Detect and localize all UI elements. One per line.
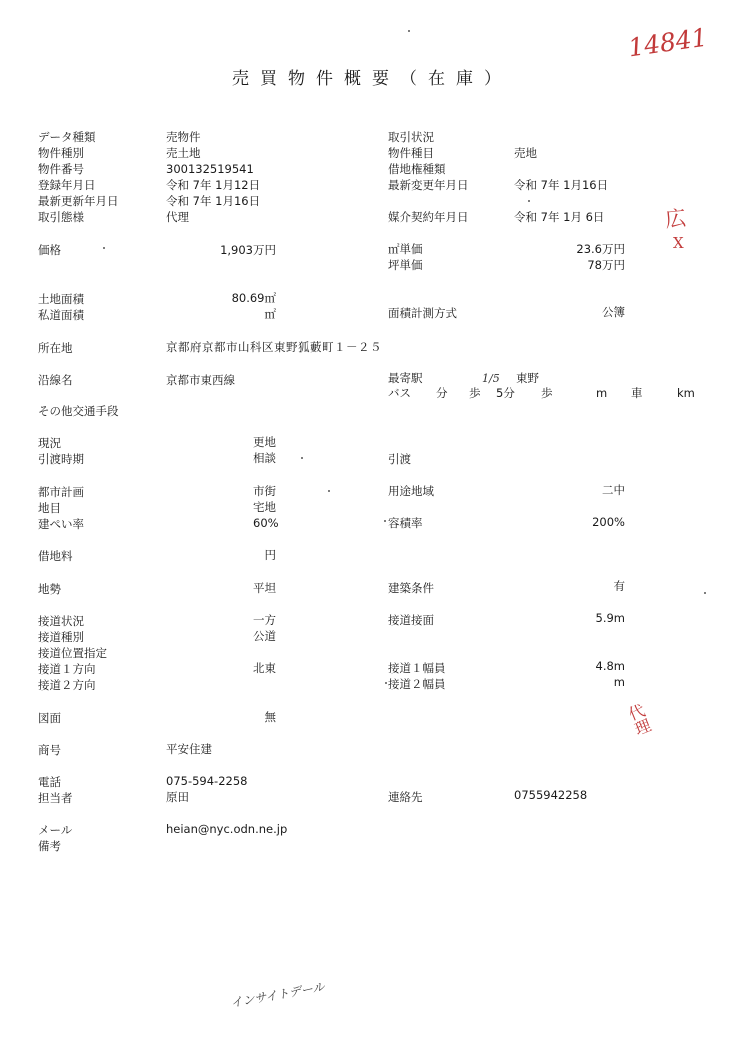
property-type-value: 売土地 bbox=[166, 146, 201, 160]
tsubo-price-value: 78万円 bbox=[587, 258, 625, 272]
handwritten-mark-right: 広 bbox=[663, 205, 688, 233]
scan-speck bbox=[103, 247, 105, 249]
station-label: 最寄駅 bbox=[388, 371, 423, 385]
road-width1-value: 4.8m bbox=[595, 659, 625, 673]
property-item-label: 物件種目 bbox=[388, 146, 434, 160]
mediation-date-value: 令和 7年 1月 6日 bbox=[514, 210, 605, 224]
company-name-value: 平安住建 bbox=[166, 742, 212, 756]
tsubo-price-label: 坪単価 bbox=[388, 258, 423, 272]
road-width2-label: 接道２幅員 bbox=[388, 677, 446, 691]
road-status-label: 接道状況 bbox=[38, 614, 84, 628]
property-type-label: 物件種別 bbox=[38, 146, 84, 160]
mail-value: heian@nyc.odn.ne.jp bbox=[166, 822, 288, 836]
drawing-label: 図面 bbox=[38, 711, 61, 725]
walk-value: 5分 bbox=[496, 386, 515, 400]
meter-unit: m bbox=[596, 386, 608, 400]
use-zone-label: 用途地域 bbox=[388, 484, 434, 498]
price-value: 1,903万円 bbox=[220, 243, 276, 257]
update-date-value: 令和 7年 1月16日 bbox=[166, 194, 261, 208]
station-value: 東野 bbox=[516, 371, 539, 385]
current-status-value: 更地 bbox=[253, 435, 276, 449]
drawing-value: 無 bbox=[264, 710, 276, 724]
land-category-label: 地目 bbox=[38, 501, 61, 515]
land-area-label: 土地面積 bbox=[38, 292, 84, 306]
handwritten-fraction-mark: 1/5 bbox=[482, 372, 500, 385]
bus-label: バス bbox=[388, 386, 411, 400]
walk-distance-label: 歩 bbox=[541, 386, 553, 400]
km-unit: km bbox=[677, 386, 695, 400]
car-label: 車 bbox=[631, 386, 643, 400]
phone-label: 電話 bbox=[38, 775, 61, 789]
road-dir1-label: 接道１方向 bbox=[38, 662, 96, 676]
road-type-value: 公道 bbox=[253, 629, 276, 643]
price-label: 価格 bbox=[38, 243, 61, 257]
scan-speck bbox=[301, 457, 303, 459]
handover-label: 引渡 bbox=[388, 452, 411, 466]
handwritten-bottom-note: インサイトデール bbox=[229, 979, 326, 1011]
area-method-label: 面積計測方式 bbox=[388, 306, 457, 320]
road-width1-label: 接道１幅員 bbox=[388, 661, 446, 675]
road-status-value: 一方 bbox=[253, 613, 276, 627]
location-value: 京都府京都市山科区東野狐藪町１－２５ bbox=[166, 340, 382, 354]
location-label: 所在地 bbox=[38, 341, 73, 355]
staff-label: 担当者 bbox=[38, 791, 73, 805]
city-plan-value: 市街 bbox=[253, 484, 276, 498]
terrain-label: 地勢 bbox=[38, 582, 61, 596]
leasehold-label: 借地権種類 bbox=[388, 162, 446, 176]
terrain-value: 平坦 bbox=[253, 581, 276, 595]
use-zone-value: 二中 bbox=[602, 483, 625, 497]
handwritten-number: 14841 bbox=[626, 22, 710, 63]
change-date-label: 最新変更年月日 bbox=[388, 178, 469, 192]
contact-value: 0755942258 bbox=[514, 788, 588, 802]
bcr-value: 60% bbox=[253, 516, 279, 530]
land-category-value: 宅地 bbox=[253, 500, 276, 514]
deal-status-label: 取引状況 bbox=[388, 130, 434, 144]
handover-time-value: 相談 bbox=[253, 451, 276, 465]
contact-label: 連絡先 bbox=[388, 790, 423, 804]
road-position-label: 接道位置指定 bbox=[38, 646, 107, 660]
reg-date-label: 登録年月日 bbox=[38, 178, 96, 192]
bcr-label: 建ぺい率 bbox=[38, 517, 84, 531]
document-title: 売買物件概要（在庫） bbox=[232, 69, 512, 89]
road-width2-value: m bbox=[613, 675, 625, 689]
mail-label: メール bbox=[38, 823, 73, 837]
private-road-area-label: 私道面積 bbox=[38, 308, 84, 322]
data-type-label: データ種類 bbox=[38, 130, 96, 144]
property-no-value: 300132519541 bbox=[166, 162, 254, 176]
deal-mode-value: 代理 bbox=[166, 210, 189, 224]
land-rent-value: 円 bbox=[264, 548, 276, 562]
data-type-value: 売物件 bbox=[166, 130, 201, 144]
remarks-label: 備考 bbox=[38, 839, 61, 853]
phone-value: 075-594-2258 bbox=[166, 774, 248, 788]
road-contact-value: 5.9m bbox=[595, 611, 625, 625]
line-label: 沿線名 bbox=[38, 373, 73, 387]
road-dir1-value: 北東 bbox=[253, 661, 276, 675]
land-area-value: 80.69㎡ bbox=[231, 291, 276, 305]
line-value: 京都市東西線 bbox=[166, 373, 235, 387]
scan-speck bbox=[328, 490, 330, 492]
city-plan-label: 都市計画 bbox=[38, 485, 84, 499]
reg-date-value: 令和 7年 1月12日 bbox=[166, 178, 261, 192]
scan-speck bbox=[528, 200, 530, 202]
current-status-label: 現況 bbox=[38, 436, 61, 450]
scan-speck bbox=[384, 520, 386, 522]
scan-speck bbox=[408, 30, 410, 32]
walk-label: 歩 bbox=[469, 386, 481, 400]
handover-time-label: 引渡時期 bbox=[38, 452, 84, 466]
company-name-label: 商号 bbox=[38, 743, 61, 757]
bus-min-label: 分 bbox=[436, 386, 448, 400]
sqm-price-value: 23.6万円 bbox=[576, 242, 625, 256]
property-no-label: 物件番号 bbox=[38, 162, 84, 176]
building-condition-label: 建築条件 bbox=[388, 581, 434, 595]
update-date-label: 最新更新年月日 bbox=[38, 194, 119, 208]
change-date-value: 令和 7年 1月16日 bbox=[514, 178, 609, 192]
far-value: 200% bbox=[592, 515, 625, 529]
handwritten-stamp: 代理 bbox=[625, 700, 654, 740]
other-transport-label: その他交通手段 bbox=[38, 404, 119, 418]
property-item-value: 売地 bbox=[514, 146, 537, 160]
staff-value: 原田 bbox=[166, 790, 189, 804]
building-condition-value: 有 bbox=[613, 579, 625, 593]
far-label: 容積率 bbox=[388, 516, 423, 530]
scan-speck bbox=[704, 592, 706, 594]
private-road-area-value: ㎡ bbox=[264, 307, 276, 321]
road-contact-label: 接道接面 bbox=[388, 613, 434, 627]
road-type-label: 接道種別 bbox=[38, 630, 84, 644]
road-dir2-label: 接道２方向 bbox=[38, 678, 96, 692]
sqm-price-label: ㎡単価 bbox=[388, 242, 423, 256]
mediation-date-label: 媒介契約年月日 bbox=[388, 210, 469, 224]
scan-speck bbox=[385, 682, 387, 684]
handwritten-x-mark: X bbox=[673, 234, 684, 252]
deal-mode-label: 取引態様 bbox=[38, 210, 84, 224]
area-method-value: 公簿 bbox=[602, 305, 625, 319]
land-rent-label: 借地料 bbox=[38, 549, 73, 563]
